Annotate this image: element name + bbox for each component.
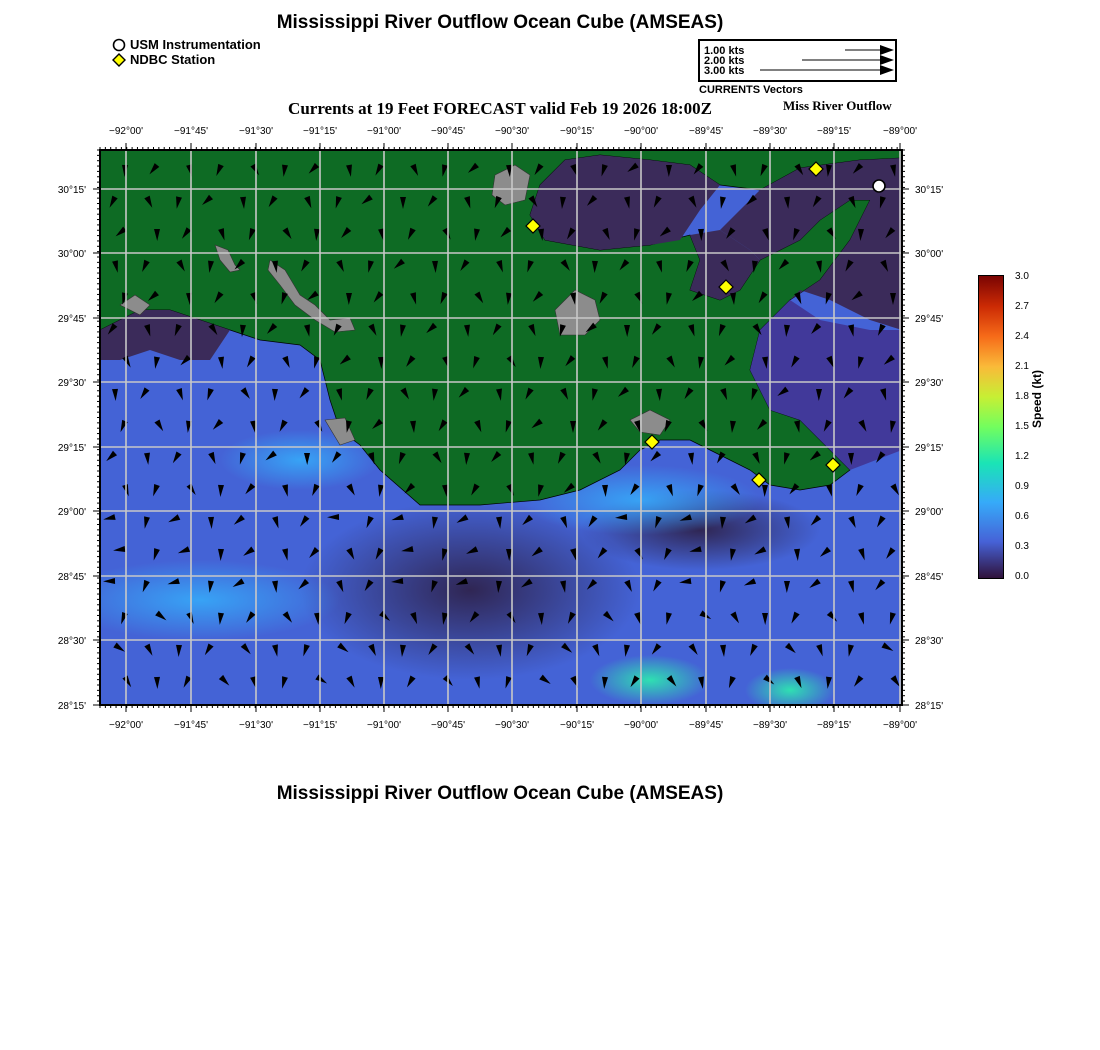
fast-current-zone-2	[57, 560, 340, 640]
vector-row-2: 2.00 kts	[704, 55, 745, 67]
axis-tick-label: −91°00'	[367, 720, 401, 731]
axis-tick-label: −92°00'	[109, 720, 143, 731]
axis-tick-label: −89°30'	[753, 720, 787, 731]
axis-tick-label: −91°00'	[367, 126, 401, 137]
map-title-bottom: Mississippi River Outflow Ocean Cube (AMSEAS)	[276, 783, 724, 804]
axis-tick-label: −90°15'	[560, 720, 594, 731]
axis-tick-label: 29°15'	[915, 443, 944, 454]
colorbar-title: Speed (kt)	[1030, 369, 1044, 428]
axis-tick-label: 30°15'	[57, 185, 86, 196]
axis-tick-label: −90°45'	[431, 720, 465, 731]
speed-colorbar	[978, 275, 1004, 579]
axis-tick-label: −90°45'	[431, 126, 465, 137]
axis-tick-label: −89°00'	[883, 126, 917, 137]
axis-tick-label: −91°30'	[239, 126, 273, 137]
colorbar-tick-label: 1.2	[1015, 451, 1029, 462]
axis-tick-label: 29°45'	[915, 314, 944, 325]
axis-tick-label: −91°15'	[303, 720, 337, 731]
usm-station-marker[interactable]	[873, 180, 885, 192]
axis-tick-label: −89°15'	[817, 720, 851, 731]
axis-tick-label: −90°30'	[495, 126, 529, 137]
forecast-subtitle: Currents at 19 Feet FORECAST valid Feb 19 2026 18:00Z	[288, 99, 712, 118]
axis-tick-label: 30°15'	[915, 185, 944, 196]
axis-tick-label: 28°45'	[915, 572, 944, 583]
colorbar-tick-label: 0.6	[1015, 511, 1029, 522]
region-label: Miss River Outflow	[783, 98, 892, 113]
vector-row-1: 1.00 kts	[704, 45, 745, 57]
vector-caption: CURRENTS Vectors	[699, 84, 803, 96]
axis-tick-label: −92°00'	[109, 126, 143, 137]
colorbar-tick-label: 0.9	[1015, 481, 1029, 492]
map-title: Mississippi River Outflow Ocean Cube (AMSEAS)	[276, 12, 724, 33]
axis-tick-label: 29°45'	[57, 314, 86, 325]
axis-tick-label: 28°45'	[57, 572, 86, 583]
axis-tick-label: −90°30'	[495, 720, 529, 731]
axis-tick-label: 28°30'	[915, 636, 944, 647]
axis-tick-label: 28°15'	[57, 701, 86, 712]
colorbar-tick-label: 3.0	[1015, 271, 1029, 282]
axis-tick-label: 30°00'	[57, 249, 86, 260]
colorbar-tick-label: 1.5	[1015, 421, 1029, 432]
axis-tick-label: −91°45'	[174, 720, 208, 731]
axis-tick-label: 29°30'	[915, 378, 944, 389]
colorbar-tick-label: 0.0	[1015, 571, 1029, 582]
axis-tick-label: −89°45'	[689, 126, 723, 137]
colorbar-tick-label: 1.8	[1015, 391, 1029, 402]
axis-tick-label: −90°00'	[624, 126, 658, 137]
axis-tick-label: 29°15'	[57, 443, 86, 454]
colorbar-tick-label: 0.3	[1015, 541, 1029, 552]
axis-tick-label: 29°00'	[57, 507, 86, 518]
axis-tick-label: 28°15'	[915, 701, 944, 712]
axis-tick-label: −89°30'	[753, 126, 787, 137]
axis-tick-label: −89°00'	[883, 720, 917, 731]
axis-tick-label: 29°00'	[915, 507, 944, 518]
axis-tick-label: 28°30'	[57, 636, 86, 647]
axis-tick-label: −89°15'	[817, 126, 851, 137]
peak-current-zone	[590, 655, 710, 705]
colorbar-tick-label: 2.4	[1015, 331, 1029, 342]
axis-tick-label: −89°45'	[689, 720, 723, 731]
colorbar-tick-label: 2.7	[1015, 301, 1029, 312]
colorbar-tick-label: 2.1	[1015, 361, 1029, 372]
axis-tick-label: 30°00'	[915, 249, 944, 260]
axis-tick-label: −90°00'	[624, 720, 658, 731]
axis-tick-label: −90°15'	[560, 126, 594, 137]
vector-row-3: 3.00 kts	[704, 65, 745, 77]
axis-tick-label: −91°15'	[303, 126, 337, 137]
axis-tick-label: 29°30'	[57, 378, 86, 389]
legend-usm-label: USM Instrumentation	[130, 37, 261, 52]
axis-tick-label: −91°30'	[239, 720, 273, 731]
legend-ndbc-label: NDBC Station	[130, 52, 216, 67]
axis-tick-label: −91°45'	[174, 126, 208, 137]
map-plot-area	[57, 150, 902, 712]
